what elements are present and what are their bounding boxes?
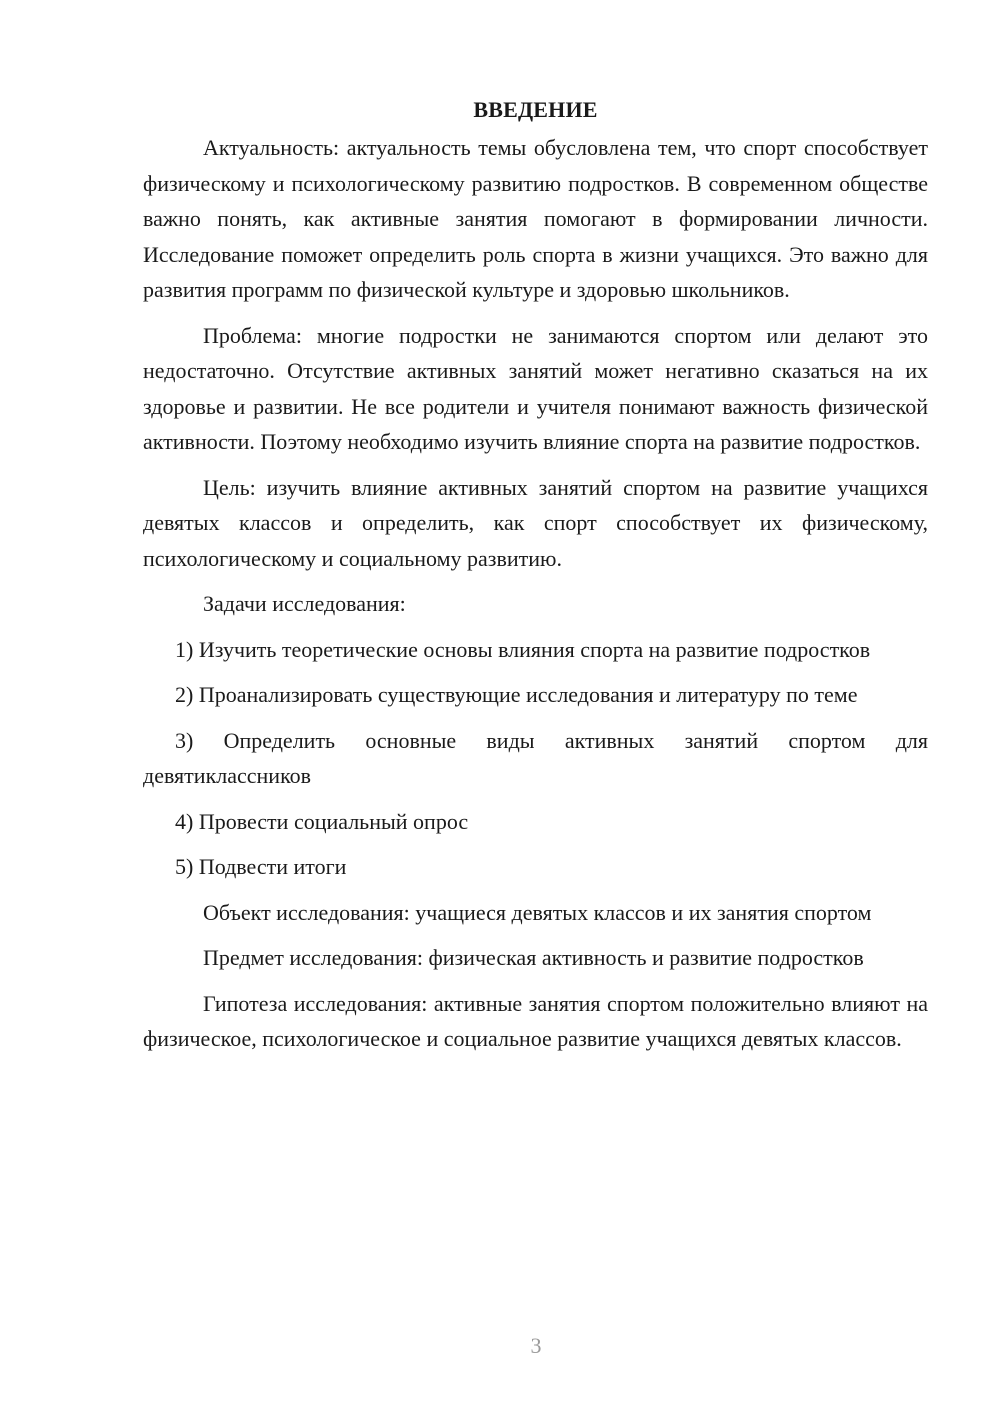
document-page bbox=[143, 92, 928, 1057]
tasks-heading: Задачи исследования: bbox=[203, 591, 406, 616]
goal-paragraph: Цель: изучить влияние активных занятий спортом на развитие учащихся девятых классов и определить, как спорт способствует их физическому, психологическому и социальному развитию. bbox=[143, 474, 928, 571]
task-item-5: 5) Подвести итоги bbox=[175, 854, 347, 879]
hypothesis-paragraph: Гипотеза исследования: активные занятия спортом положительно влияют на физическое, психологическое и социальное развитие учащихся девятых классов. bbox=[143, 990, 928, 1051]
problem-paragraph: Проблема: многие подростки не занимаются спортом или делают это недостаточно. Отсутствие активных занятий может негативно сказаться на их здоровье и развитии. Не все родители и учителя понимают важность физической активности. Поэтому необходимо изучить влияние спорта на развитие подростков. bbox=[143, 322, 928, 454]
subject-paragraph: Предмет исследования: физическая активность и развитие подростков bbox=[203, 945, 864, 970]
page-number: 3 bbox=[530, 1333, 542, 1358]
task-item-3: 3) Определить основные виды активных занятий спортом для девятиклассников bbox=[143, 727, 928, 788]
task-item-2: 2) Проанализировать существующие исследования и литературу по теме bbox=[175, 682, 858, 707]
relevance-paragraph: Актуальность: актуальность темы обусловлена тем, что спорт способствует физическому и психологическому развитию подростков. В современном обществе важно понять, как активные занятия помогают в формировании личности. Исследование поможет определить роль спорта в жизни учащихся. Это важно для развития программ по физической культуре и здоровью школьников. bbox=[143, 135, 928, 302]
task-item-1: 1) Изучить теоретические основы влияния спорта на развитие подростков bbox=[175, 636, 871, 662]
task-item-4: 4) Провести социальный опрос bbox=[175, 808, 469, 834]
section-title: ВВЕДЕНИЕ bbox=[473, 97, 598, 122]
object-paragraph: Объект исследования: учащиеся девятых классов и их занятия спортом bbox=[203, 899, 872, 925]
